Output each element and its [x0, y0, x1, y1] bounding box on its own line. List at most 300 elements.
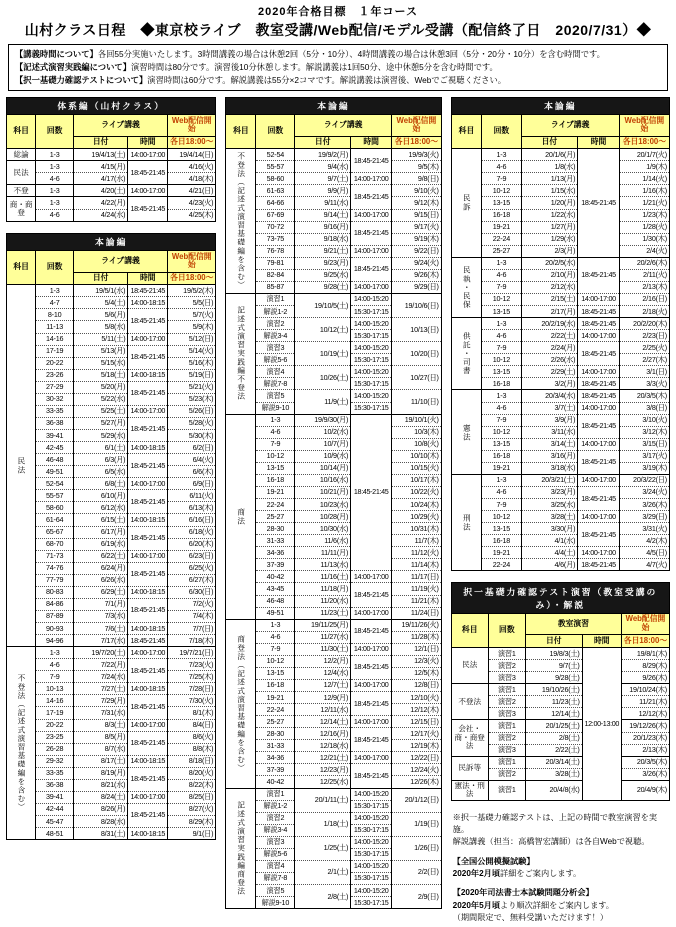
live-time-cell: 12:00-13:00 [582, 648, 621, 801]
web-start-date-cell: 2/18(火) [619, 306, 669, 318]
session-number-cell: 10-13 [36, 683, 74, 695]
live-time-cell: 14:00-17:00 [351, 281, 392, 293]
session-number-cell: 演習3 [488, 672, 525, 684]
footnotes-block [451, 812, 670, 924]
live-time-cell: 15:30-17:15 [351, 824, 392, 836]
live-date-cell: 6/5(水) [73, 466, 127, 478]
session-number-cell: 22-24 [482, 559, 521, 571]
session-number-cell: 演習3 [256, 342, 295, 354]
live-time-cell: 15:30-17:15 [351, 330, 392, 342]
subject-cell: 民訴等 [451, 756, 488, 780]
live-date-cell: 11/23(土) [295, 607, 351, 619]
live-time-cell: 18:45-21:45 [351, 728, 392, 752]
notice-label: 【講義時間について】 [15, 49, 98, 59]
session-number-cell: 52-54 [256, 149, 295, 161]
web-start-date-cell: 6/4(火) [168, 454, 216, 466]
live-date-cell: 8/3(土) [73, 719, 127, 731]
web-start-date-cell: 3/31(火) [619, 523, 669, 535]
live-date-cell: 1/29(水) [521, 233, 578, 245]
session-number-cell: 4-6 [36, 209, 74, 221]
schedule-row [451, 523, 669, 535]
session-number-cell: 解説5-6 [256, 848, 295, 860]
live-date-cell: 10/21(月) [295, 486, 351, 498]
subject-cell: 民訴 [451, 149, 482, 258]
session-number-cell: 演習1 [488, 648, 525, 660]
web-start-date-cell: 5/16(木) [168, 357, 216, 369]
schedule-row [226, 366, 441, 378]
session-number-cell: 73-75 [256, 233, 295, 245]
live-time-cell: 18:45-21:45 [578, 559, 619, 571]
session-number-cell: 17-19 [36, 345, 74, 357]
web-start-date-cell: 12/1(日) [392, 643, 442, 655]
live-date-cell: 10/26(土) [295, 366, 351, 390]
live-date-cell: 3/28(土) [525, 768, 582, 780]
live-time-cell: 15:30-17:15 [351, 378, 392, 390]
schedule-row [7, 659, 216, 671]
session-number-cell: 71-73 [36, 550, 74, 562]
web-start-date-cell: 9/17(火) [392, 221, 442, 233]
session-number-cell: 76-78 [256, 245, 295, 257]
live-date-cell: 4/1(水) [521, 535, 578, 547]
web-start-date-cell: 10/10(木) [392, 450, 442, 462]
live-date-cell: 20/2/5(水) [521, 257, 578, 269]
web-start-date-cell: 2/13(木) [621, 744, 669, 756]
session-number-cell: 解説9-10 [256, 402, 295, 414]
live-time-cell: 18:45-21:45 [351, 583, 392, 607]
schedule-row [451, 330, 669, 342]
live-time-cell: 14:00-17:00 [578, 511, 619, 523]
live-time-cell: 18:45-21:45 [578, 390, 619, 402]
schedule-row [226, 426, 441, 438]
session-number-cell: 39-41 [36, 791, 74, 803]
session-number-cell: 68-70 [36, 538, 74, 550]
schedule-row [226, 523, 441, 535]
web-start-date-cell: 12/12(木) [621, 708, 669, 720]
schedule-row [226, 414, 441, 426]
web-start-date-cell: 2/16(日) [619, 293, 669, 305]
schedule-row [7, 417, 216, 429]
web-start-date-cell: 19/10/24(木) [621, 684, 669, 696]
live-date-cell: 11/6(水) [295, 535, 351, 547]
schedule-row [226, 860, 441, 872]
web-start-date-cell: 5/21(火) [168, 381, 216, 393]
session-number-cell: 演習1 [256, 788, 295, 800]
live-date-cell: 1/25(土) [295, 836, 351, 860]
column-middle [225, 97, 441, 921]
schedule-row [7, 550, 216, 562]
web-start-date-cell: 5/30(木) [168, 430, 216, 442]
session-number-cell: 29-32 [36, 755, 74, 767]
live-time-cell: 14:00-17:00 [128, 333, 168, 345]
web-start-date-cell: 9/5(木) [392, 161, 442, 173]
schedule-row [7, 598, 216, 610]
web-start-date-cell: 12/17(火) [392, 728, 442, 740]
schedule-row [226, 595, 441, 607]
live-date-cell: 6/1(土) [73, 442, 127, 454]
schedule-row [226, 535, 441, 547]
schedule-row [451, 438, 669, 450]
live-time-cell: 14:00-15:20 [351, 366, 392, 378]
schedule-row [451, 378, 669, 390]
live-date-cell: 19/10/5(土) [295, 293, 351, 317]
session-number-cell: 87-89 [36, 610, 74, 622]
live-time-cell: 18:45-21:45 [128, 803, 168, 827]
schedule-row [226, 692, 441, 704]
web-start-date-cell: 8/4(日) [168, 719, 216, 731]
web-start-date-cell: 12/24(火) [392, 764, 442, 776]
web-start-date-cell: 5/14(火) [168, 345, 216, 357]
live-date-cell: 19/11/25(月) [295, 619, 351, 631]
live-date-cell: 11/23(土) [525, 696, 582, 708]
schedule-row [226, 233, 441, 245]
session-number-cell: 16-18 [256, 679, 295, 691]
subject-cell: 記述式演習実践編不登法 [226, 293, 256, 414]
session-number-cell: 1-3 [256, 414, 295, 426]
live-date-cell: 10/12(土) [295, 318, 351, 342]
web-start-date-cell: 12/19(木) [392, 740, 442, 752]
live-date-cell: 20/1/11(土) [295, 788, 351, 812]
live-date-cell: 7/17(水) [73, 635, 127, 647]
session-number-cell: 36-38 [36, 417, 74, 429]
live-time-cell: 14:00-17:00 [351, 607, 392, 619]
session-number-cell: 4-6 [256, 426, 295, 438]
live-time-cell: 14:00-17:00 [351, 716, 392, 728]
session-number-cell: 1-3 [36, 647, 74, 659]
live-time-cell: 18:45-21:45 [578, 414, 619, 438]
schedule-row [226, 499, 441, 511]
session-number-cell: 演習1 [256, 293, 295, 305]
schedule-row [451, 293, 669, 305]
live-time-cell: 18:45-21:45 [578, 149, 619, 258]
session-number-cell: 1-3 [36, 185, 74, 197]
session-number-cell: 70-72 [256, 221, 295, 233]
schedule-row [451, 559, 669, 571]
live-date-cell: 5/29(水) [73, 430, 127, 442]
web-start-date-cell: 5/12(日) [168, 333, 216, 345]
session-number-cell: 13-15 [482, 523, 521, 535]
notice-box [8, 44, 668, 91]
web-start-date-cell: 7/7(日) [168, 623, 216, 635]
schedule-row [7, 209, 216, 221]
session-number-cell: 4-6 [256, 631, 295, 643]
schedule-row [7, 791, 216, 803]
live-date-cell: 6/12(水) [73, 502, 127, 514]
web-start-date-cell: 20/2/6(木) [619, 257, 669, 269]
session-number-cell: 58-60 [36, 502, 74, 514]
session-number-cell: 31-33 [256, 740, 295, 752]
schedule-row [226, 149, 441, 161]
session-number-cell: 19-21 [482, 547, 521, 559]
col-header-web-time: 各日18:00～ [621, 635, 669, 648]
live-time-cell: 14:00-17:00 [578, 474, 619, 486]
live-date-cell: 20/3/14(土) [525, 756, 582, 768]
live-time-cell: 15:30-17:15 [351, 897, 392, 909]
web-start-date-cell: 10/24(木) [392, 499, 442, 511]
schedule-row [451, 684, 669, 696]
session-number-cell: 16-18 [482, 209, 521, 221]
honron-hen-right-title: 本論編 [451, 97, 670, 115]
takuitsu-test-title: 択一基礎力確認テスト演習（教室受講のみ）・解説 [451, 582, 670, 613]
session-number-cell: 22-24 [482, 233, 521, 245]
live-time-cell: 18:45-21:45 [128, 381, 168, 405]
honron-left-table-mount [6, 233, 216, 841]
schedule-row [451, 414, 669, 426]
live-date-cell: 2/17(月) [521, 306, 578, 318]
live-time-cell: 18:45-21:45 [128, 490, 168, 514]
live-time-cell: 14:00-17:00 [128, 719, 168, 731]
live-date-cell: 10/9(水) [295, 450, 351, 462]
session-number-cell: 10-12 [256, 655, 295, 667]
web-start-date-cell: 8/8(木) [168, 743, 216, 755]
schedule-row [7, 161, 216, 173]
live-time-cell: 14:00-17:00 [128, 149, 168, 161]
web-start-date-cell: 3/17(火) [619, 450, 669, 462]
live-date-cell: 5/27(月) [73, 417, 127, 429]
live-time-cell: 18:45-21:45 [351, 185, 392, 209]
web-start-date-cell: 3/19(木) [619, 462, 669, 474]
col-header-live: ライブ講義 [73, 251, 167, 272]
column-left [6, 97, 216, 852]
schedule-row [226, 342, 441, 354]
live-date-cell: 12/11(水) [295, 704, 351, 716]
schedule-row [226, 619, 441, 631]
session-number-cell: 40-42 [256, 776, 295, 788]
schedule-row [451, 318, 669, 330]
live-date-cell: 20/2/19(水) [521, 318, 578, 330]
live-time-cell: 14:00-15:20 [351, 293, 392, 305]
live-date-cell: 1/18(土) [295, 812, 351, 836]
live-time-cell: 14:00-17:00 [128, 647, 168, 659]
web-start-date-cell: 1/26(日) [392, 836, 442, 860]
schedule-row [7, 610, 216, 622]
live-date-cell: 9/28(土) [525, 672, 582, 684]
live-date-cell: 9/16(月) [295, 221, 351, 233]
session-number-cell: 58-60 [256, 173, 295, 185]
takuitsu-footnote-2: 解説講義（担当：高橋智宏講師）は各自Webで視聴。 [452, 837, 650, 847]
schedule-row [7, 647, 216, 659]
web-start-date-cell: 10/17(木) [392, 474, 442, 486]
live-time-cell: 18:45-21:45 [128, 767, 168, 791]
schedule-row [7, 502, 216, 514]
live-time-cell: 15:30-17:15 [351, 306, 392, 318]
taikei-hen [6, 114, 216, 222]
web-start-date-cell: 11/24(日) [392, 607, 442, 619]
session-number-cell: 46-48 [256, 595, 295, 607]
mock-exam-heading: 【全国公開模擬試験】 [452, 856, 535, 866]
session-number-cell: 7-9 [256, 438, 295, 450]
live-date-cell: 11/16(土) [295, 571, 351, 583]
schedule-row [7, 719, 216, 731]
honron-hen-left-title: 本論編 [6, 233, 216, 251]
web-start-date-cell: 19/4/14(日) [168, 149, 216, 161]
column-right [451, 97, 670, 925]
session-number-cell: 解説5-6 [256, 354, 295, 366]
live-date-cell: 19/9/30(月) [295, 414, 351, 426]
session-number-cell: 80-83 [36, 586, 74, 598]
subject-cell: 民法 [451, 648, 488, 684]
web-start-date-cell: 6/20(木) [168, 538, 216, 550]
schedule-row [226, 667, 441, 679]
live-date-cell: 9/25(水) [295, 269, 351, 281]
web-start-date-cell: 4/16(火) [168, 161, 216, 173]
web-start-date-cell: 3/8(日) [619, 402, 669, 414]
live-time-cell: 14:00-17:00 [578, 438, 619, 450]
web-start-date-cell: 2/23(日) [619, 330, 669, 342]
session-number-cell: 1-3 [482, 474, 521, 486]
honron-hen-middle [225, 114, 441, 909]
web-start-date-cell: 10/8(火) [392, 438, 442, 450]
live-date-cell: 6/24(月) [73, 562, 127, 574]
schedule-row [7, 695, 216, 707]
web-start-date-cell: 3/3(火) [619, 378, 669, 390]
col-header-subject: 科目 [7, 115, 36, 149]
web-start-date-cell: 10/20(日) [392, 342, 442, 366]
web-start-date-cell: 3/24(火) [619, 486, 669, 498]
live-date-cell: 3/14(土) [521, 438, 578, 450]
session-number-cell: 14-16 [36, 695, 74, 707]
live-time-cell: 14:00-15:20 [351, 812, 392, 824]
web-start-date-cell: 2/27(木) [619, 354, 669, 366]
session-number-cell: 25-27 [256, 511, 295, 523]
live-date-cell: 6/22(土) [73, 550, 127, 562]
taikei-hen-title: 体系編（山村クラス） [6, 97, 216, 115]
session-number-cell: 11-13 [36, 321, 74, 333]
schedule-row [226, 740, 441, 752]
session-number-cell: 16-18 [482, 535, 521, 547]
subject-cell: 刑法 [451, 474, 482, 571]
schedule-row [7, 514, 216, 526]
web-start-date-cell: 20/1/7(火) [619, 149, 669, 161]
session-number-cell: 31-33 [256, 535, 295, 547]
mock-exam-text: 詳細をご案内します。 [500, 868, 582, 878]
live-time-cell: 15:30-17:15 [351, 872, 392, 884]
live-time-cell: 15:30-17:15 [351, 354, 392, 366]
web-start-date-cell: 11/12(火) [392, 547, 442, 559]
web-start-date-cell: 11/19(火) [392, 583, 442, 595]
live-date-cell: 5/11(土) [73, 333, 127, 345]
session-number-cell: 演習1 [488, 684, 525, 696]
web-start-date-cell: 3/1(日) [619, 366, 669, 378]
session-number-cell: 10-12 [482, 185, 521, 197]
live-time-cell: 18:45-21:45 [578, 342, 619, 366]
live-date-cell: 20/3/21(土) [521, 474, 578, 486]
schedule-row [226, 161, 441, 173]
web-start-date-cell: 8/6(火) [168, 731, 216, 743]
col-header-date: 日付 [73, 272, 127, 285]
session-number-cell: 55-57 [256, 161, 295, 173]
schedule-row [226, 197, 441, 209]
col-header-web: Web配信開始 [619, 115, 669, 136]
schedule-row [7, 197, 216, 209]
web-start-date-cell: 2/25(火) [619, 342, 669, 354]
live-date-cell: 1/20(月) [521, 197, 578, 209]
web-start-date-cell: 3/26(木) [621, 768, 669, 780]
web-start-date-cell: 2/13(木) [619, 281, 669, 293]
col-header-live: ライブ講義 [521, 115, 619, 136]
live-date-cell: 10/14(月) [295, 462, 351, 474]
schedule-row [7, 430, 216, 442]
web-start-date-cell: 4/25(木) [168, 209, 216, 221]
session-number-cell: 8-10 [36, 309, 74, 321]
live-date-cell: 7/27(土) [73, 683, 127, 695]
web-start-date-cell: 12/8(日) [392, 679, 442, 691]
live-time-cell: 14:00-15:20 [351, 885, 392, 897]
session-number-cell: 49-51 [256, 607, 295, 619]
session-number-cell: 解説1-2 [256, 800, 295, 812]
session-number-cell: 解説7-8 [256, 378, 295, 390]
schedule-row [7, 345, 216, 357]
session-number-cell: 55-57 [36, 490, 74, 502]
schedule-row [226, 269, 441, 281]
col-header-web: Web配信開始 [168, 115, 216, 136]
live-date-cell: 9/9(月) [295, 185, 351, 197]
schedule-row [7, 803, 216, 815]
schedule-row [226, 836, 441, 848]
web-start-date-cell: 5/28(火) [168, 417, 216, 429]
schedule-row [7, 381, 216, 393]
live-date-cell: 11/11(月) [295, 547, 351, 559]
live-date-cell: 2/24(月) [521, 342, 578, 354]
session-number-cell: 13-15 [256, 667, 295, 679]
schedule-row [451, 269, 669, 281]
schedule-row [451, 161, 669, 173]
schedule-row [451, 354, 669, 366]
schedule-row [451, 486, 669, 498]
col-header-web-time: 各日18:00～ [619, 136, 669, 149]
session-number-cell: 7-9 [256, 643, 295, 655]
session-number-cell: 解説9-10 [256, 897, 295, 909]
session-number-cell: 1-3 [482, 257, 521, 269]
schedule-row [451, 511, 669, 523]
live-time-cell: 14:00-18:15 [128, 623, 168, 635]
schedule-row [226, 679, 441, 691]
live-time-cell: 18:45-21:45 [578, 306, 619, 318]
live-time-cell: 14:00-18:15 [128, 369, 168, 381]
session-number-cell: 演習5 [256, 390, 295, 402]
live-date-cell: 8/28(水) [73, 816, 127, 828]
notice-body: 各回55分実施いたします。3時間講義の場合は休憩2回（5分・10分）、4時間講義の場合は休憩3回（5分・20分・10分）を含む時間です。 [97, 49, 605, 59]
live-date-cell: 3/11(水) [521, 426, 578, 438]
live-date-cell: 6/15(土) [73, 514, 127, 526]
schedule-row [7, 562, 216, 574]
web-start-date-cell: 2/11(火) [619, 269, 669, 281]
schedule-row [451, 185, 669, 197]
live-date-cell: 7/3(水) [73, 610, 127, 622]
web-start-date-cell: 20/4/9(木) [621, 780, 669, 800]
live-time-cell: 14:00-17:00 [578, 366, 619, 378]
schedule-row [451, 257, 669, 269]
web-start-date-cell: 9/19(木) [392, 233, 442, 245]
schedule-row [451, 342, 669, 354]
web-start-date-cell: 1/21(火) [619, 197, 669, 209]
live-date-cell: 2/22(土) [525, 744, 582, 756]
web-start-date-cell: 1/19(日) [392, 812, 442, 836]
session-number-cell: 64-66 [256, 197, 295, 209]
col-header-count: 回数 [36, 115, 74, 149]
notice-body: 演習時間は80分です。演習後10分休憩します。解説講義は1回50分、途中休憩5分を含む時間です。 [131, 61, 498, 72]
live-date-cell: 9/23(月) [295, 257, 351, 269]
session-number-cell: 20-22 [36, 719, 74, 731]
session-number-cell: 演習4 [256, 366, 295, 378]
session-number-cell: 19-21 [482, 221, 521, 233]
web-start-date-cell: 19/10/1(火) [392, 414, 442, 426]
web-start-date-cell: 4/2(木) [619, 535, 669, 547]
col-header-count: 回数 [256, 115, 295, 149]
session-number-cell: 1-3 [482, 390, 521, 402]
live-time-cell: 18:45-21:45 [351, 619, 392, 643]
live-time-cell: 18:45-21:45 [578, 486, 619, 510]
live-date-cell: 11/9(土) [295, 390, 351, 414]
